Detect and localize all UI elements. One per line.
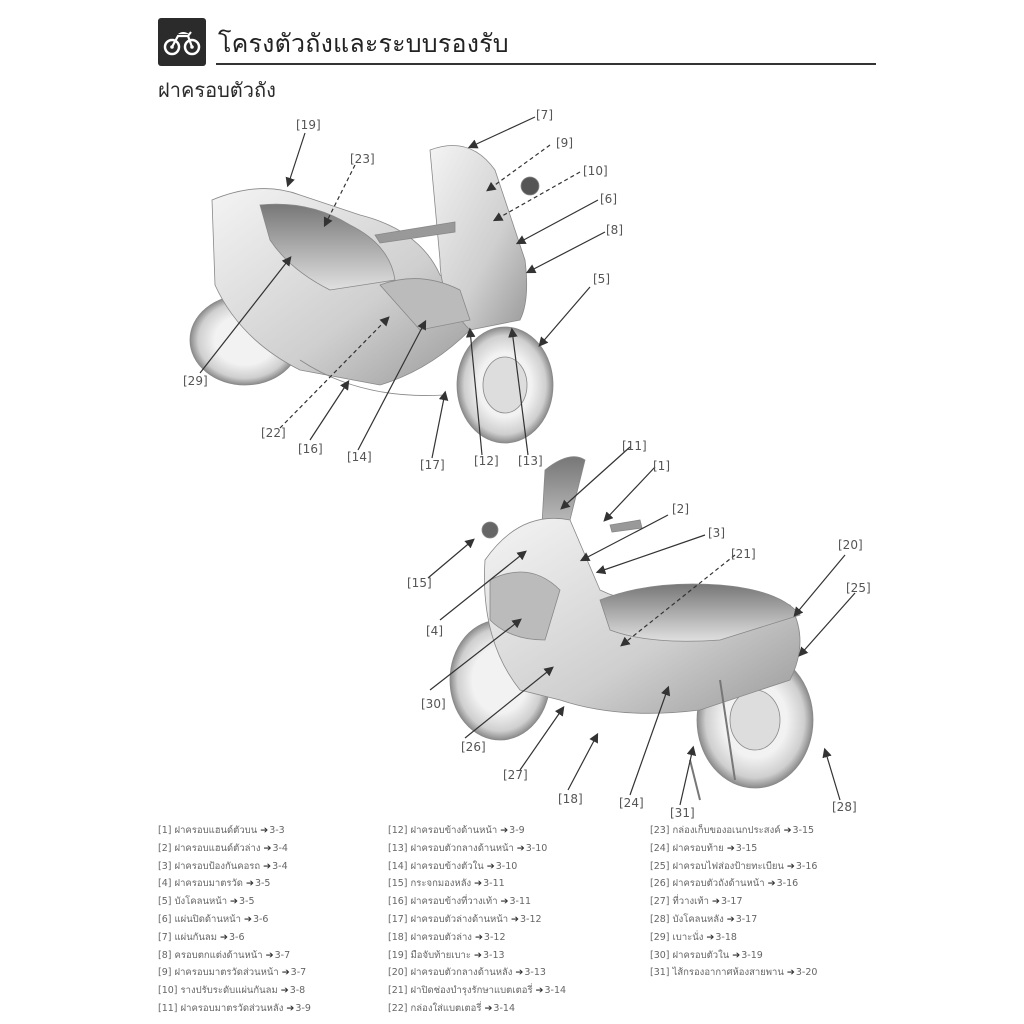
parts-legend-column-2	[388, 822, 566, 1018]
callout-20: [20]	[838, 538, 863, 552]
legend-item[interactable]: [2] ฝาครอบแฮนด์ตัวล่าง ➔3-4	[158, 842, 288, 854]
legend-item[interactable]: [25] ฝาครอบไฟส่องป้ายทะเบียน ➔3-16	[650, 860, 818, 872]
legend-item[interactable]: [31] ไส้กรองอากาศห้องสายพาน ➔3-20	[650, 967, 818, 979]
callout-12: [12]	[474, 454, 499, 468]
callout-7: [7]	[536, 108, 553, 122]
legend-item[interactable]: [5] บังโคลนหน้า ➔3-5	[158, 896, 255, 908]
arrow-right-icon: ➔	[500, 825, 509, 836]
arrow-right-icon: ➔	[220, 931, 228, 943]
arrow-right-icon: ➔	[474, 878, 483, 890]
legend-item[interactable]: [21] ฝาปิดช่องบำรุงรักษาแบตเตอรี่ ➔3-14	[388, 985, 567, 997]
section-title: ฝาครอบตัวถัง	[158, 78, 276, 102]
callout-30: [30]	[421, 697, 446, 711]
arrow-right-icon: ➔	[260, 825, 269, 836]
legend-item[interactable]: [12] ฝาครอบข้างด้านหน้า ➔3-9	[388, 825, 525, 836]
legend-item[interactable]: [17] ฝาครอบตัวล่างด้านหน้า ➔3-12	[388, 913, 542, 925]
legend-item[interactable]: [10] รางปรับระดับแผ่นกันลม ➔3-8	[158, 985, 306, 997]
arrow-right-icon: ➔	[280, 985, 289, 997]
callout-19: [19]	[296, 118, 321, 132]
callout-24: [24]	[619, 796, 644, 810]
parts-legend-column-1	[158, 822, 311, 1018]
legend-item[interactable]: [23] กล่องเก็บของอเนกประสงค์ ➔3-15	[650, 825, 815, 836]
legend-item[interactable]: [19] มือจับท้ายเบาะ ➔3-13	[388, 949, 505, 961]
arrow-right-icon: ➔	[265, 949, 274, 961]
arrow-right-icon: ➔	[511, 913, 519, 925]
legend-item[interactable]: [7] แผ่นกันลม ➔3-6	[158, 931, 245, 943]
callout-29: [29]	[183, 374, 208, 388]
arrow-right-icon: ➔	[286, 1002, 295, 1014]
legend-item[interactable]: [16] ฝาครอบข้างที่วางเท้า ➔3-11	[388, 896, 532, 908]
callout-22: [22]	[261, 426, 286, 440]
arrow-right-icon: ➔	[474, 931, 483, 943]
arrow-right-icon: ➔	[486, 860, 495, 872]
legend-item[interactable]: [14] ฝาครอบข้างตัวใน ➔3-10	[388, 860, 518, 872]
legend-item[interactable]: [6] แผ่นปิดด้านหน้า ➔3-6	[158, 913, 269, 925]
arrow-right-icon: ➔	[245, 878, 254, 890]
arrow-right-icon: ➔	[500, 896, 509, 908]
legend-item[interactable]: [18] ฝาครอบตัวล่าง ➔3-12	[388, 931, 506, 943]
callout-17: [17]	[420, 458, 445, 472]
arrow-right-icon: ➔	[726, 913, 735, 925]
callout-14: [14]	[347, 450, 372, 464]
legend-item[interactable]: [13] ฝาครอบตัวกลางด้านหน้า ➔3-10	[388, 842, 548, 854]
legend-item[interactable]: [15] กระจกมองหลัง ➔3-11	[388, 878, 505, 890]
arrow-right-icon: ➔	[706, 931, 715, 943]
arrow-right-icon: ➔	[281, 967, 290, 979]
callout-9: [9]	[556, 136, 573, 150]
callout-21: [21]	[731, 547, 756, 561]
legend-item[interactable]: [22] กล่องใส่แบตเตอรี่ ➔3-14	[388, 1002, 515, 1014]
legend-item[interactable]: [24] ฝาครอบท้าย ➔3-15	[650, 842, 758, 854]
arrow-right-icon: ➔	[516, 842, 525, 854]
legend-item[interactable]: [1] ฝาครอบแฮนด์ตัวบน ➔3-3	[158, 825, 285, 836]
arrow-right-icon: ➔	[515, 967, 524, 979]
legend-item[interactable]: [8] ครอบตกแต่งด้านหน้า ➔3-7	[158, 949, 291, 961]
arrow-right-icon: ➔	[711, 896, 720, 908]
callout-26: [26]	[461, 740, 486, 754]
callout-1: [1]	[653, 459, 670, 473]
callout-10: [10]	[583, 164, 608, 178]
arrow-right-icon: ➔	[786, 860, 795, 872]
arrow-right-icon: ➔	[786, 967, 795, 979]
callout-3: [3]	[708, 526, 725, 540]
arrow-right-icon: ➔	[767, 878, 776, 890]
callout-15: [15]	[407, 576, 432, 590]
callout-31: [31]	[670, 806, 695, 820]
scooter-front-view	[190, 146, 553, 444]
callout-13: [13]	[518, 454, 543, 468]
callout-5: [5]	[593, 272, 610, 286]
arrow-right-icon: ➔	[230, 896, 239, 908]
callout-23: [23]	[350, 152, 375, 166]
legend-item[interactable]: [30] ฝาครอบตัวใน ➔3-19	[650, 949, 763, 961]
legend-item[interactable]: [27] ที่วางเท้า ➔3-17	[650, 896, 743, 908]
callout-4: [4]	[426, 624, 443, 638]
callout-28: [28]	[832, 800, 857, 814]
scooter-rear-view	[450, 457, 813, 800]
callout-16: [16]	[298, 442, 323, 456]
callout-8: [8]	[606, 223, 623, 237]
callout-18: [18]	[558, 792, 583, 806]
legend-item[interactable]: [29] เบาะนั่ง ➔3-18	[650, 931, 737, 943]
legend-item[interactable]: [4] ฝาครอบมาตรวัด ➔3-5	[158, 878, 271, 890]
legend-item[interactable]: [20] ฝาครอบตัวกลางด้านหลัง ➔3-13	[388, 967, 546, 979]
legend-item[interactable]: [26] ฝาครอบตัวถังด้านหน้า ➔3-16	[650, 878, 799, 890]
arrow-right-icon: ➔	[726, 842, 735, 854]
parts-legend-column-3	[650, 822, 817, 982]
callout-11: [11]	[622, 439, 647, 453]
legend-item[interactable]: [11] ฝาครอบมาตรวัดส่วนหลัง ➔3-9	[158, 1002, 311, 1014]
arrow-right-icon: ➔	[263, 860, 272, 872]
callout-2: [2]	[672, 502, 689, 516]
callout-27: [27]	[503, 768, 528, 782]
arrow-right-icon: ➔	[535, 985, 544, 997]
legend-item[interactable]: [3] ฝาครอบป้องกันคอรถ ➔3-4	[158, 860, 288, 872]
arrow-right-icon: ➔	[243, 913, 252, 925]
page-title: โครงตัวถังและระบบรองรับ	[218, 29, 509, 58]
arrow-right-icon: ➔	[732, 949, 741, 961]
arrow-right-icon: ➔	[474, 949, 482, 961]
legend-item[interactable]: [9] ฝาครอบมาตรวัดส่วนหน้า ➔3-7	[158, 967, 307, 979]
arrow-right-icon: ➔	[484, 1002, 493, 1014]
callout-6: [6]	[600, 192, 617, 206]
arrow-right-icon: ➔	[263, 842, 272, 854]
arrow-right-icon: ➔	[783, 825, 792, 836]
callout-25: [25]	[846, 581, 871, 595]
legend-item[interactable]: [28] บังโคลนหลัง ➔3-17	[650, 913, 758, 925]
